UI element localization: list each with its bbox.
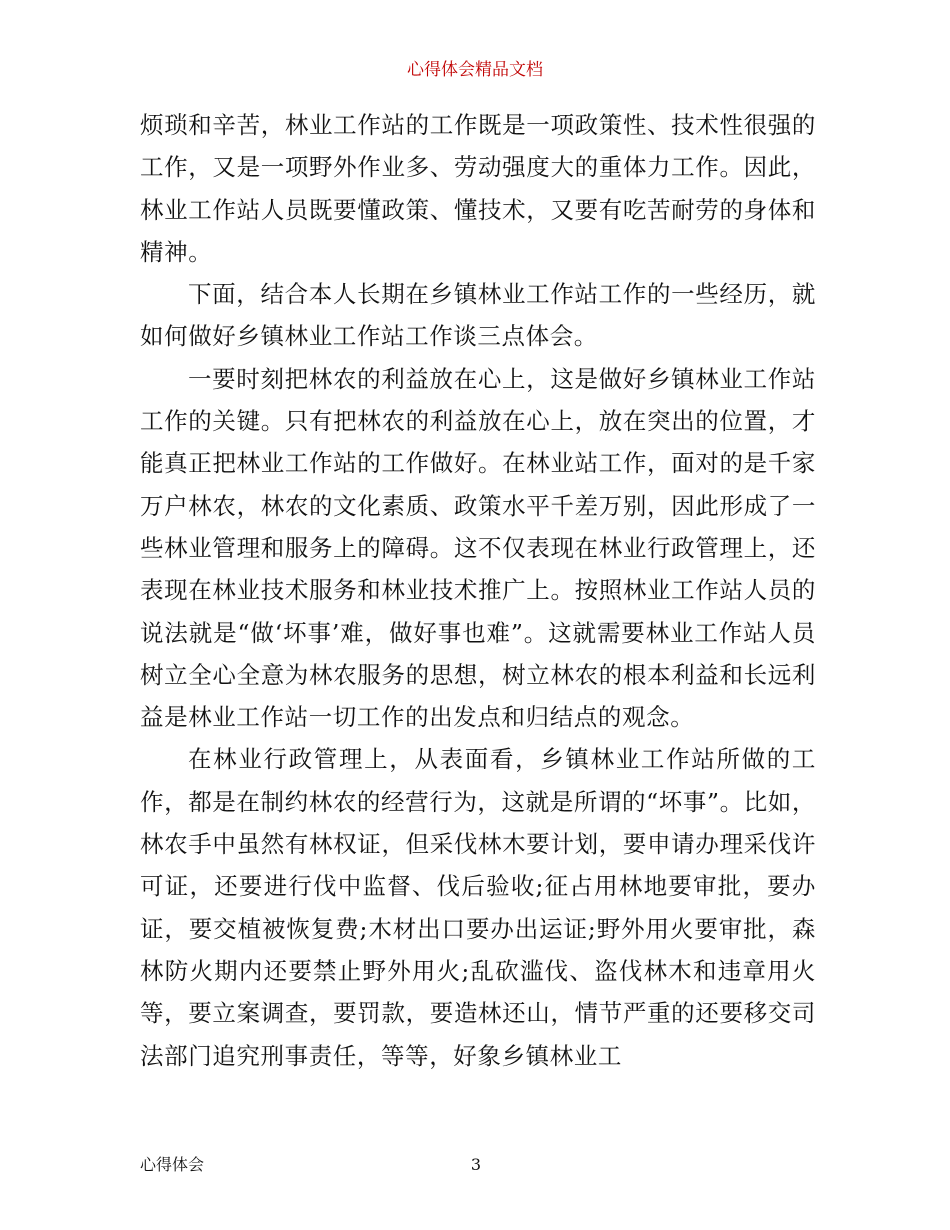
document-header-title: 心得体会精品文档: [407, 60, 543, 80]
paragraph-4: 在林业行政管理上，从表面看，乡镇林业工作站所做的工作，都是在制约林农的经营行为，这就是所谓的“坏事”。比如，林农手中虽然有林权证，但采伐林木要计划，要申请办理采伐许可证，还要进行伐中监督、伐后验收;征占用林地要审批，要办证，要交植被恢复费;木材出口要办出运证;野外用火要审批，森林防火期内还要禁止野外用火;乱砍滥伐、盗伐林木和违章用火等，要立案调查，要罚款，要造林还山，情节严重的还要移交司法部门追究刑事责任，等等，好象乡镇林业工: [140, 745, 816, 1070]
paragraph-1: 烦琐和辛苦，林业工作站的工作既是一项政策性、技术性很强的工作，又是一项野外作业多、劳动强度大的重体力工作。因此，林业工作站人员既要懂政策、懂技术，又要有吃苦耐劳的身体和精神。: [140, 111, 816, 266]
paragraph-3: 一要时刻把林农的利益放在心上，这是做好乡镇林业工作站工作的关键。只有把林农的利益放在心上，放在突出的位置，才能真正把林业工作站的工作做好。在林业站工作，面对的是千家万户林农，林农的文化素质、政策水平千差万别，因此形成了一些林业管理和服务上的障碍。这不仅表现在林业行政管理上，还表现在林业技术服务和林业技术推广上。按照林业工作站人员的说法就是“做‘坏事’难，做好事也难”。这就需要林业工作站人员树立全心全意为林农服务的思想，树立林农的根本利益和长远利益是林业工作站一切工作的出发点和归结点的观念。: [140, 364, 816, 732]
footer-label: 心得体会: [140, 1155, 205, 1174]
document-body: [140, 104, 816, 1077]
page-number: 3: [470, 1155, 482, 1174]
paragraph-2: 下面，结合本人长期在乡镇林业工作站工作的一些经历，就如何做好乡镇林业工作站工作谈三点体会。: [140, 280, 816, 351]
